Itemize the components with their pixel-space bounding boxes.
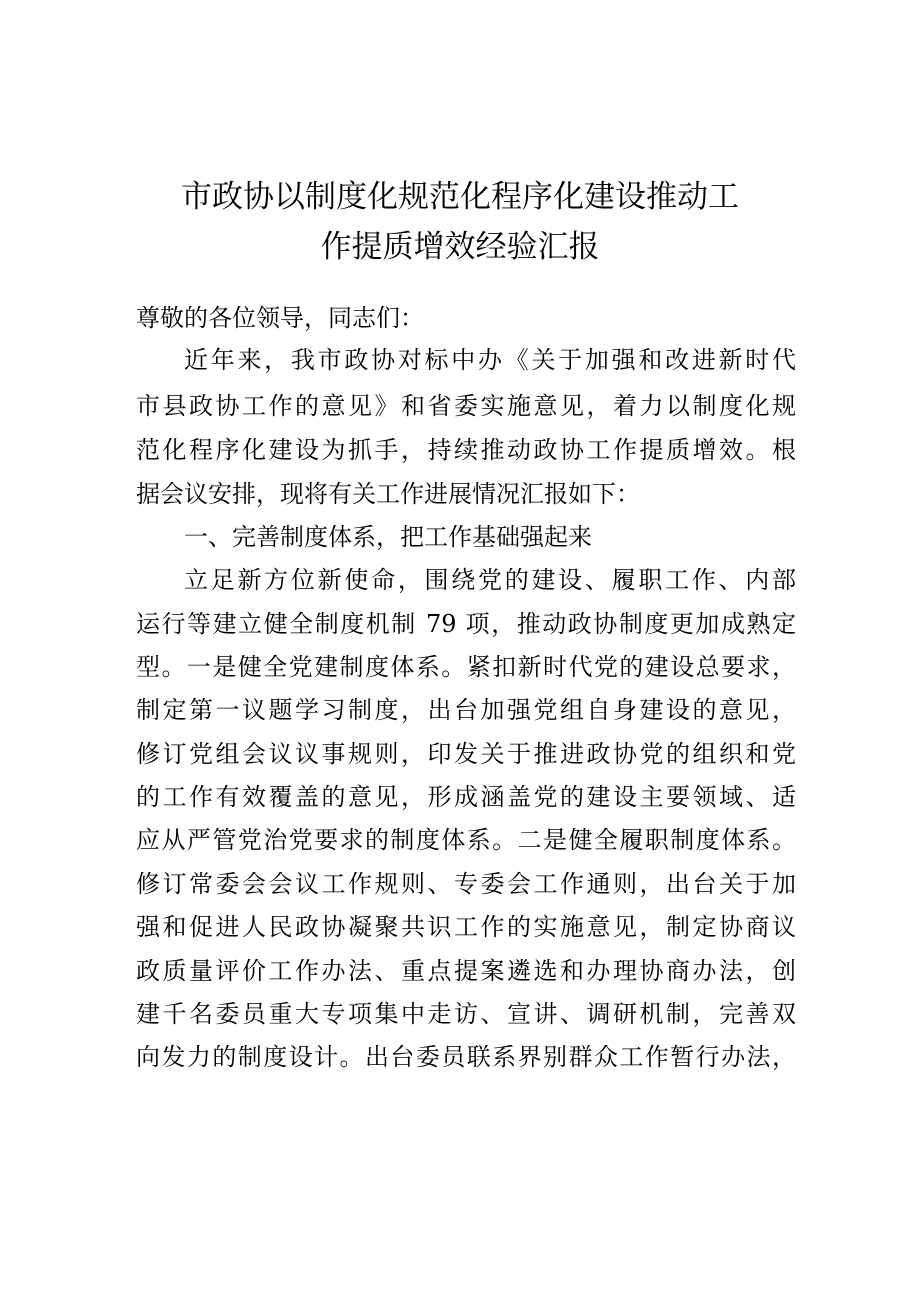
section-line-1: 立足新方位新使命，围绕党的建设、履职工作、内部 (184, 566, 796, 594)
section-line-9: 强和促进人民政协凝聚共识工作的实施意见，制定协商议 (136, 913, 796, 941)
section-line-2: 运行等建立健全制度机制 79 项，推动政协制度更加成熟定 (136, 610, 796, 638)
salutation: 尊敬的各位领导，同志们： (136, 304, 424, 332)
intro-line-4: 据会议安排，现将有关工作进展情况汇报如下： (136, 480, 640, 508)
section-line-6: 的工作有效覆盖的意见，形成涵盖党的建设主要领域、适 (136, 783, 796, 811)
section-line-11: 建千名委员重大专项集中走访、宣讲、调研机制，完善双 (136, 1000, 796, 1028)
section-line-10: 政质量评价工作办法、重点提案遴选和办理协商办法，创 (136, 957, 796, 985)
section-line-12: 向发力的制度设计。出台委员联系界别群众工作暂行办法， (136, 1043, 796, 1071)
section-line-8: 修订常委会会议工作规则、专委会工作通则，出台关于加 (136, 870, 796, 898)
title-line-2: 作提质增效经验汇报 (320, 229, 600, 265)
intro-line-3: 范化程序化建设为抓手，持续推动政协工作提质增效。根 (136, 436, 796, 464)
section-line-5: 修订党组会议议事规则，印发关于推进政协党的组织和党 (136, 740, 796, 768)
section-line-7: 应从严管党治党要求的制度体系。二是健全履职制度体系。 (136, 826, 796, 854)
document-title (0, 172, 920, 272)
section-heading: 一、完善制度体系，把工作基础强起来 (184, 523, 592, 551)
intro-line-1: 近年来，我市政协对标中办《关于加强和改进新时代 (184, 346, 796, 374)
intro-line-2: 市县政协工作的意见》和省委实施意见，着力以制度化规 (136, 392, 796, 420)
section-line-4: 制定第一议题学习制度，出台加强党组自身建设的意见， (136, 696, 796, 724)
section-line-3: 型。一是健全党建制度体系。紧扣新时代党的建设总要求， (136, 653, 796, 681)
title-line-1: 市政协以制度化规范化程序化建设推动工 (181, 179, 739, 215)
